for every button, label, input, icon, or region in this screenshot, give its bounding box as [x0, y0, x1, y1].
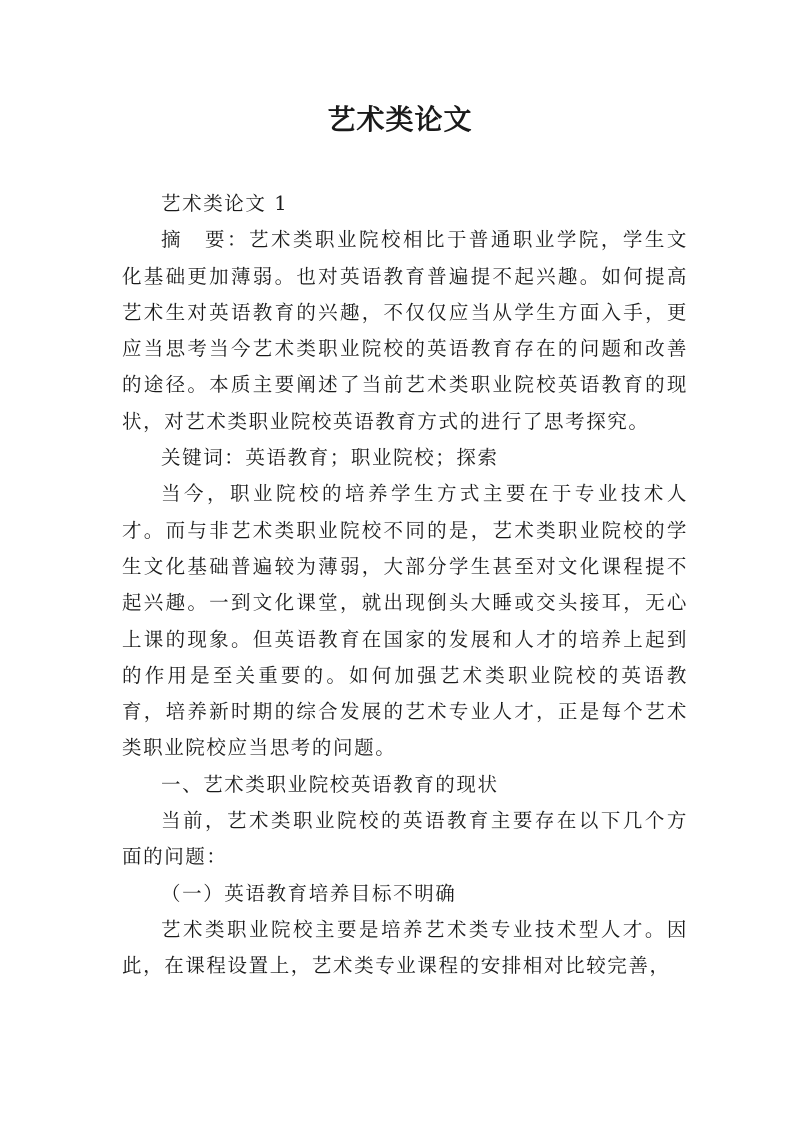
section-heading: 艺术类论文 1: [161, 192, 289, 215]
chapter-heading: 一、艺术类职业院校英语教育的现状: [161, 772, 499, 796]
document-title: 艺术类论文: [327, 103, 473, 136]
document-body: [122, 186, 688, 985]
subsection-heading: （一）英语教育培养目标不明确: [161, 881, 457, 905]
body-paragraph: 当今，职业院校的培养学生方式主要在于专业技术人才。而与非艺术类职业院校不同的是，艺术类职业院校的学生文化基础普遍较为薄弱，大部分学生甚至对文化课程提不起兴趣。一到文化课堂，就出现倒头大睡或交头接耳，无心上课的现象。但英语教育在国家的发展和人才的培养上起到的作用是至关重要的。如何加强艺术类职业院校的英语教育，培养新时期的综合发展的艺术专业人才，正是每个艺术类职业院校应当思考的问题。: [122, 482, 688, 760]
abstract-paragraph: 摘 要：艺术类职业院校相比于普通职业学院，学生文化基础更加薄弱。也对英语教育普遍提不起兴趣。如何提高艺术生对英语教育的兴趣，不仅仅应当从学生方面入手，更应当思考当今艺术类职业院校的英语教育存在的问题和改善的途径。本质主要阐述了当前艺术类职业院校英语教育的现状，对艺术类职业院校英语教育方式的进行了思考探究。: [122, 228, 688, 433]
keywords-line: 关键词：英语教育；职业院校；探索: [161, 446, 499, 470]
body-paragraph: 当前，艺术类职业院校的英语教育主要存在以下几个方面的问题：: [122, 809, 688, 869]
body-paragraph: 艺术类职业院校主要是培养艺术类专业技术型人才。因此，在课程设置上，艺术类专业课程的安排相对比较完善，: [122, 917, 688, 978]
